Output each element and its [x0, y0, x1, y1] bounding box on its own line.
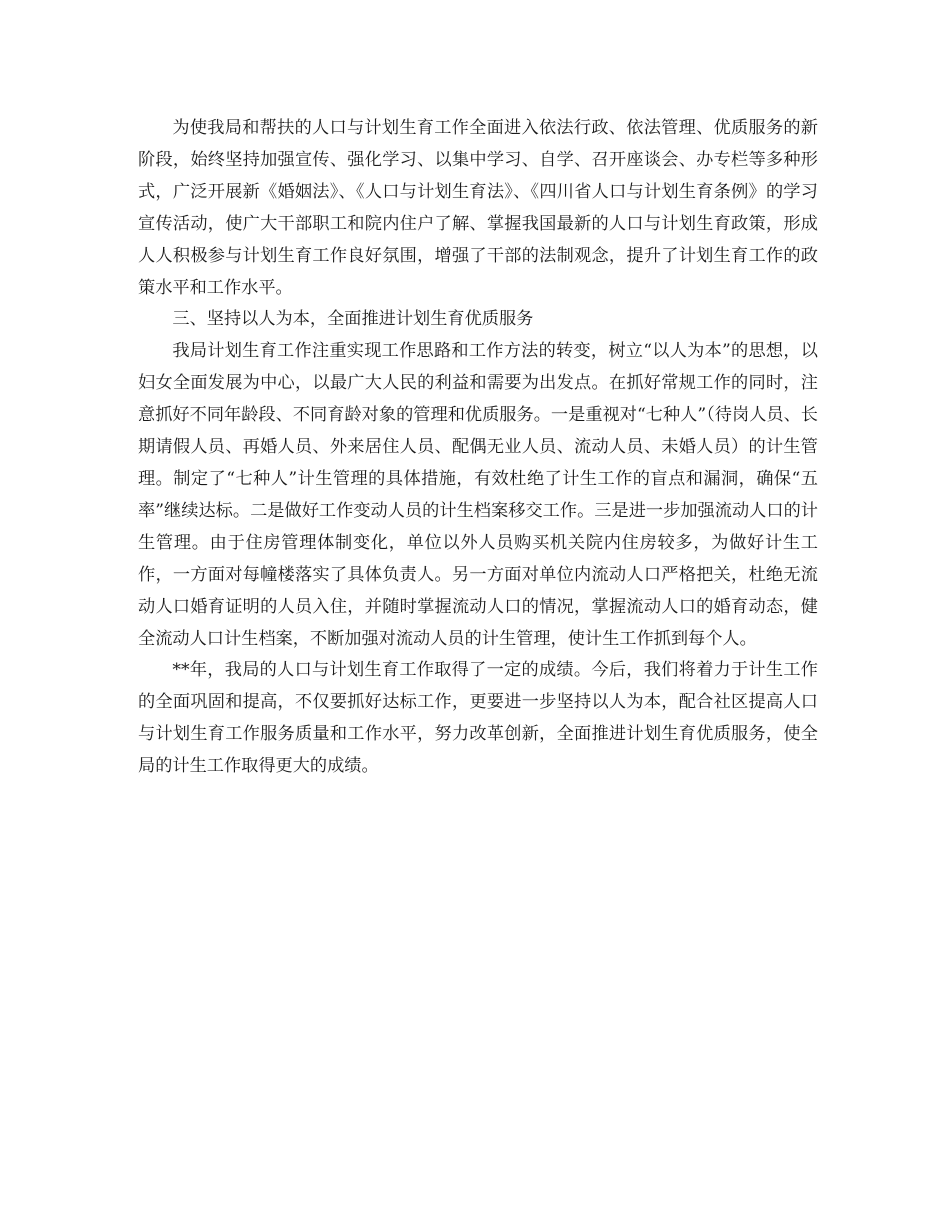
paragraph-conclusion: **年，我局的人口与计划生育工作取得了一定的成绩。今后，我们将着力于计生工作的全面巩固和提高，不仅要抓好达标工作，更要进一步坚持以人为本，配合社区提高人口与计划生育工作服务质量和工作水平，努力改革创新，全面推进计划生育优质服务，使全局的计生工作取得更大的成绩。: [138, 660, 818, 777]
paragraph-legal-publicity: 为使我局和帮扶的人口与计划生育工作全面进入依法行政、依法管理、优质服务的新阶段，始终坚持加强宣传、强化学习、以集中学习、自学、召开座谈会、办专栏等多种形式，广泛开展新《婚姻法》、《人口与计划生育法》、《四川省人口与计划生育条例》的学习宣传活动，使广大干部职工和院内住户了解、掌握我国最新的人口与计划生育政策，形成人人积极参与计划生育工作良好氛围，增强了干部的法制观念，提升了计划生育工作的政策水平和工作水平。: [138, 118, 818, 298]
section-heading-3: 三、坚持以人为本，全面推进计划生育优质服务: [172, 309, 534, 330]
document-body: [138, 113, 818, 783]
paragraph-quality-service: 我局计划生育工作注重实现工作思路和工作方法的转变，树立“以人为本”的思想，以妇女全面发展为中心，以最广大人民的利益和需要为出发点。在抓好常规工作的同时，注意抓好不同年龄段、不同育龄对象的管理和优质服务。一是重视对“七种人”（待岗人员、长期请假人员、再婚人员、外来居住人员、配偶无业人员、流动人员、未婚人员）的计生管理。制定了“七种人”计生管理的具体措施，有效杜绝了计生工作的盲点和漏洞，确保“五率”继续达标。二是做好工作变动人员的计生档案移交工作。三是进一步加强流动人口的计生管理。由于住房管理体制变化，单位以外人员购买机关院内住房较多，为做好计生工作，一方面对每幢楼落实了具体负责人。另一方面对单位内流动人口严格把关，杜绝无流动人口婚育证明的人员入住，并随时掌握流动人口的情况，掌握流动人口的婚育动态，健全流动人口计生档案，不断加强对流动人员的计生管理，使计生工作抓到每个人。: [138, 341, 818, 649]
